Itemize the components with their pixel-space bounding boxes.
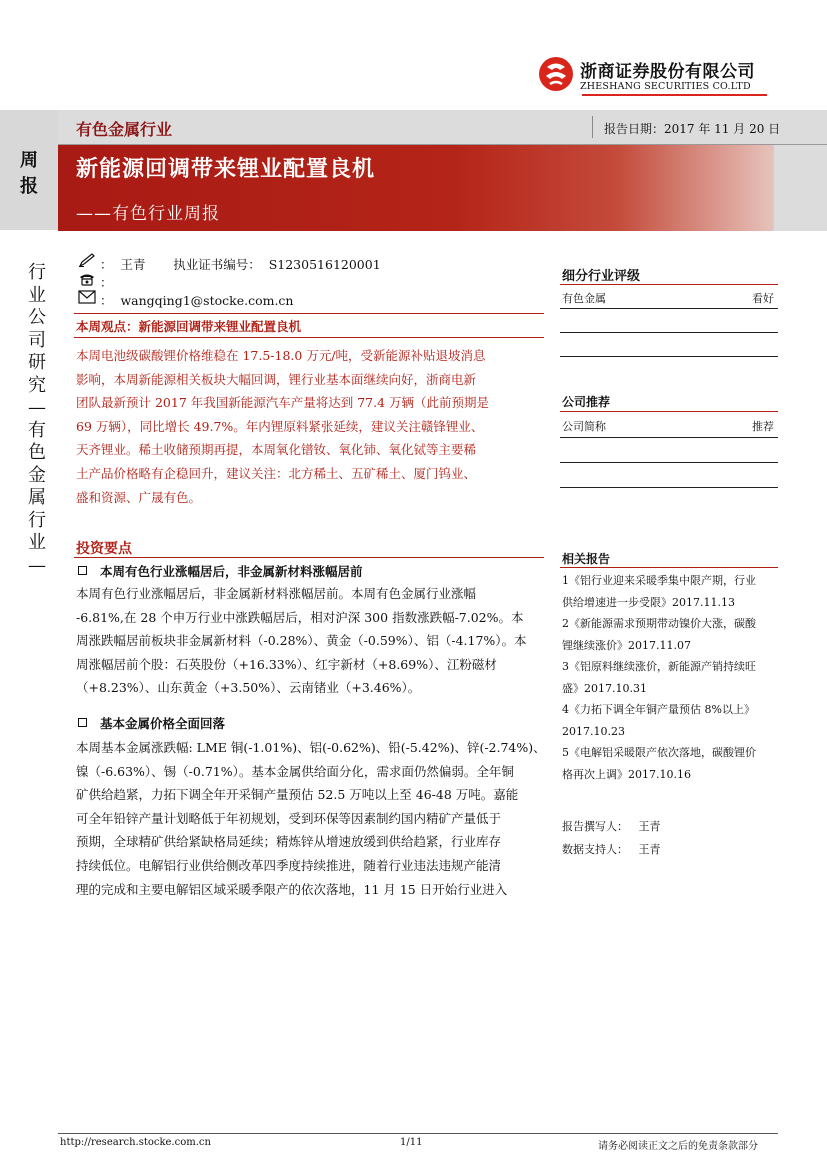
vertical-category-label: 行业公司研究—有色金属行业— [28, 262, 46, 576]
view-line: 影响，本周新能源相关板块大幅回调，锂行业基本面继续向好，浙商电新 [76, 371, 477, 387]
rating-row-rule [560, 308, 778, 309]
footer-rule [58, 1133, 778, 1134]
view-heading-rule [74, 337, 544, 338]
view-line: 本周电池级碳酸锂价格维稳在 17.5-18.0 万元/吨，受新能源补贴退坡消息 [76, 348, 486, 363]
related-rule [560, 567, 778, 568]
report-title: 新能源回调带来锂业配置良机 [76, 157, 376, 182]
related-report-line[interactable]: 2017.10.23 [562, 724, 625, 738]
rating-rule [560, 284, 778, 285]
highlight-1-title: 本周有色行业涨幅居后，非金属新材料涨幅居前 [100, 564, 363, 579]
logo-underline [582, 94, 767, 96]
related-report-line[interactable]: 供给增速进一步受限》2017.11.13 [562, 595, 735, 609]
report-subtitle: ——有色行业周报 [76, 204, 220, 224]
company-col-name: 公司简称 [562, 420, 606, 433]
highlight-line: 持续低位。电解铝行业供给侧改革四季度持续推进，随着行业违法违规产能清 [76, 857, 502, 873]
view-line: 团队最新预计 2017 年我国新能源汽车产量将达到 77.4 万辆（此前预期是 [76, 395, 490, 411]
highlight-line: 矿供给趋紧，力拓下调全年开采铜产量预估 52.5 万吨以上至 46-48 万吨。嘉能 [76, 787, 519, 803]
highlight-2-body [76, 736, 546, 901]
company-row-rule [560, 462, 778, 463]
footer-disclaimer: 请务必阅读正文之后的免责条款部分 [598, 1141, 758, 1152]
highlight-line: 本周基本金属涨跌幅: LME 铜(-1.01%)、铝(-0.62%)、铅(-5.42%)、锌(-2.74%)、 [76, 740, 546, 755]
related-report-line[interactable]: 锂继续涨价》2017.11.07 [562, 638, 691, 652]
pen-icon [78, 253, 96, 267]
related-report-line[interactable]: 2《新能源需求预期带动镍价大涨，碳酸 [562, 617, 756, 630]
page-number: 1/11 [400, 1137, 423, 1148]
title-banner-right-panel [774, 145, 827, 231]
view-top-rule [74, 313, 544, 314]
view-line: 盛和资源、广晟有色。 [76, 489, 202, 505]
view-line: 天齐锂业。稀土收储预期再提，本周氧化镨钕、氧化铈、氧化铽等主要稀 [76, 442, 477, 458]
highlight-line: 周涨幅居前个股：石英股份（+16.33%）、红宇新材（+8.69%）、江粉磁材 [76, 656, 497, 672]
report-type-label: 周报 [20, 150, 38, 197]
highlight-line: 本周有色行业涨幅居后，非金属新材料涨幅居前。本周有色金属行业涨幅 [76, 586, 477, 601]
weekly-view-body [76, 344, 546, 509]
related-report-line[interactable]: 1《铝行业迎来采暖季集中限产期，行业 [562, 574, 756, 587]
rating-row-rule [560, 356, 778, 357]
view-line: 69 万辆），同比增长 49.7%。年内锂原料紧张延续，建议关注赣锋锂业、 [76, 418, 484, 434]
company-rule [560, 411, 778, 412]
highlight-line: 理的完成和主要电解铝区域采暖季限产的依次落地，11 月 15 日开始行业进入 [76, 881, 508, 897]
related-report-line[interactable]: 5《电解铝采暖限产依次落地，碳酸锂价 [562, 746, 756, 759]
related-report-line[interactable]: 盛》2017.10.31 [562, 681, 647, 695]
rating-heading: 细分行业评级 [562, 269, 641, 284]
rating-row-rule [560, 332, 778, 333]
report-date: 报告日期：2017 年 11 月 20 日 [604, 122, 781, 136]
rating-sector: 有色金属 [562, 292, 606, 305]
rating-value: 看好 [752, 292, 774, 305]
highlights-heading: 投资要点 [76, 541, 132, 557]
related-report-line[interactable]: 3《铝原料继续涨价，新能源产销持续旺 [562, 660, 756, 673]
highlight-1-body [76, 582, 546, 700]
company-heading: 公司推荐 [562, 395, 611, 409]
analyst-email-line[interactable]: ： wangqing1@stocke.com.cn [100, 293, 294, 308]
footer-url[interactable]: http://research.stocke.com.cn [60, 1137, 211, 1148]
report-writer: 报告撰写人： 王青 [562, 820, 661, 833]
bullet-square-icon [78, 718, 87, 727]
date-separator [592, 116, 593, 138]
highlight-line: 预期，全球精矿供给紧缺格局延续；精炼锌从增速放缓到供给趋紧，行业库存 [76, 834, 502, 850]
view-line: 土产品价格略有企稳回升，建议关注：北方稀土、五矿稀土、厦门钨业、 [76, 465, 477, 481]
company-name-en: ZHESHANG SECURITIES CO.LTD [580, 81, 751, 92]
company-logo-icon [538, 56, 574, 92]
highlight-line: 可全年铅锌产量计划略低于年初规划，受到环保等因素制约国内精矿产量低于 [76, 810, 502, 826]
highlight-line: -6.81%,在 28 个申万行业中涨跌幅居后，相对沪深 300 指数涨跌幅-7.02%。本 [76, 609, 524, 625]
mail-icon [78, 290, 96, 304]
highlight-2-title: 基本金属价格全面回落 [100, 716, 226, 731]
highlight-line: 镍（-6.63%）、锡（-0.71%）。基本金属供给面分化，需求面仍然偏弱。全年铜 [76, 763, 514, 779]
highlight-line: 周涨跌幅居前板块非金属新材料（-0.28%）、黄金（-0.59%）、铝（-4.17%）。本 [76, 633, 527, 649]
analyst-phone-line: ： [100, 275, 113, 290]
company-name-cn: 浙商证券股份有限公司 [580, 62, 755, 82]
industry-title: 有色金属行业 [76, 120, 173, 139]
related-reports-list [562, 570, 780, 785]
related-heading: 相关报告 [562, 552, 611, 566]
bullet-square-icon [78, 566, 87, 575]
analyst-name-line: ： 王青 执业证书编号： S1230516120001 [100, 257, 381, 272]
data-supporter: 数据支持人： 王青 [562, 843, 661, 856]
highlights-rule [74, 557, 544, 558]
weekly-view-heading: 本周观点：新能源回调带来锂业配置良机 [76, 319, 302, 334]
company-row-rule [560, 487, 778, 488]
company-row-rule [560, 437, 778, 438]
phone-icon [78, 272, 96, 286]
related-report-line[interactable]: 格再次上调》2017.10.16 [562, 767, 691, 781]
company-col-rec: 推荐 [752, 420, 774, 433]
related-report-line[interactable]: 4《力拓下调全年铜产量预估 8%以上》 [562, 703, 755, 716]
highlight-line: （+8.23%）、山东黄金（+3.50%）、云南锗业（+3.46%）。 [76, 680, 421, 696]
